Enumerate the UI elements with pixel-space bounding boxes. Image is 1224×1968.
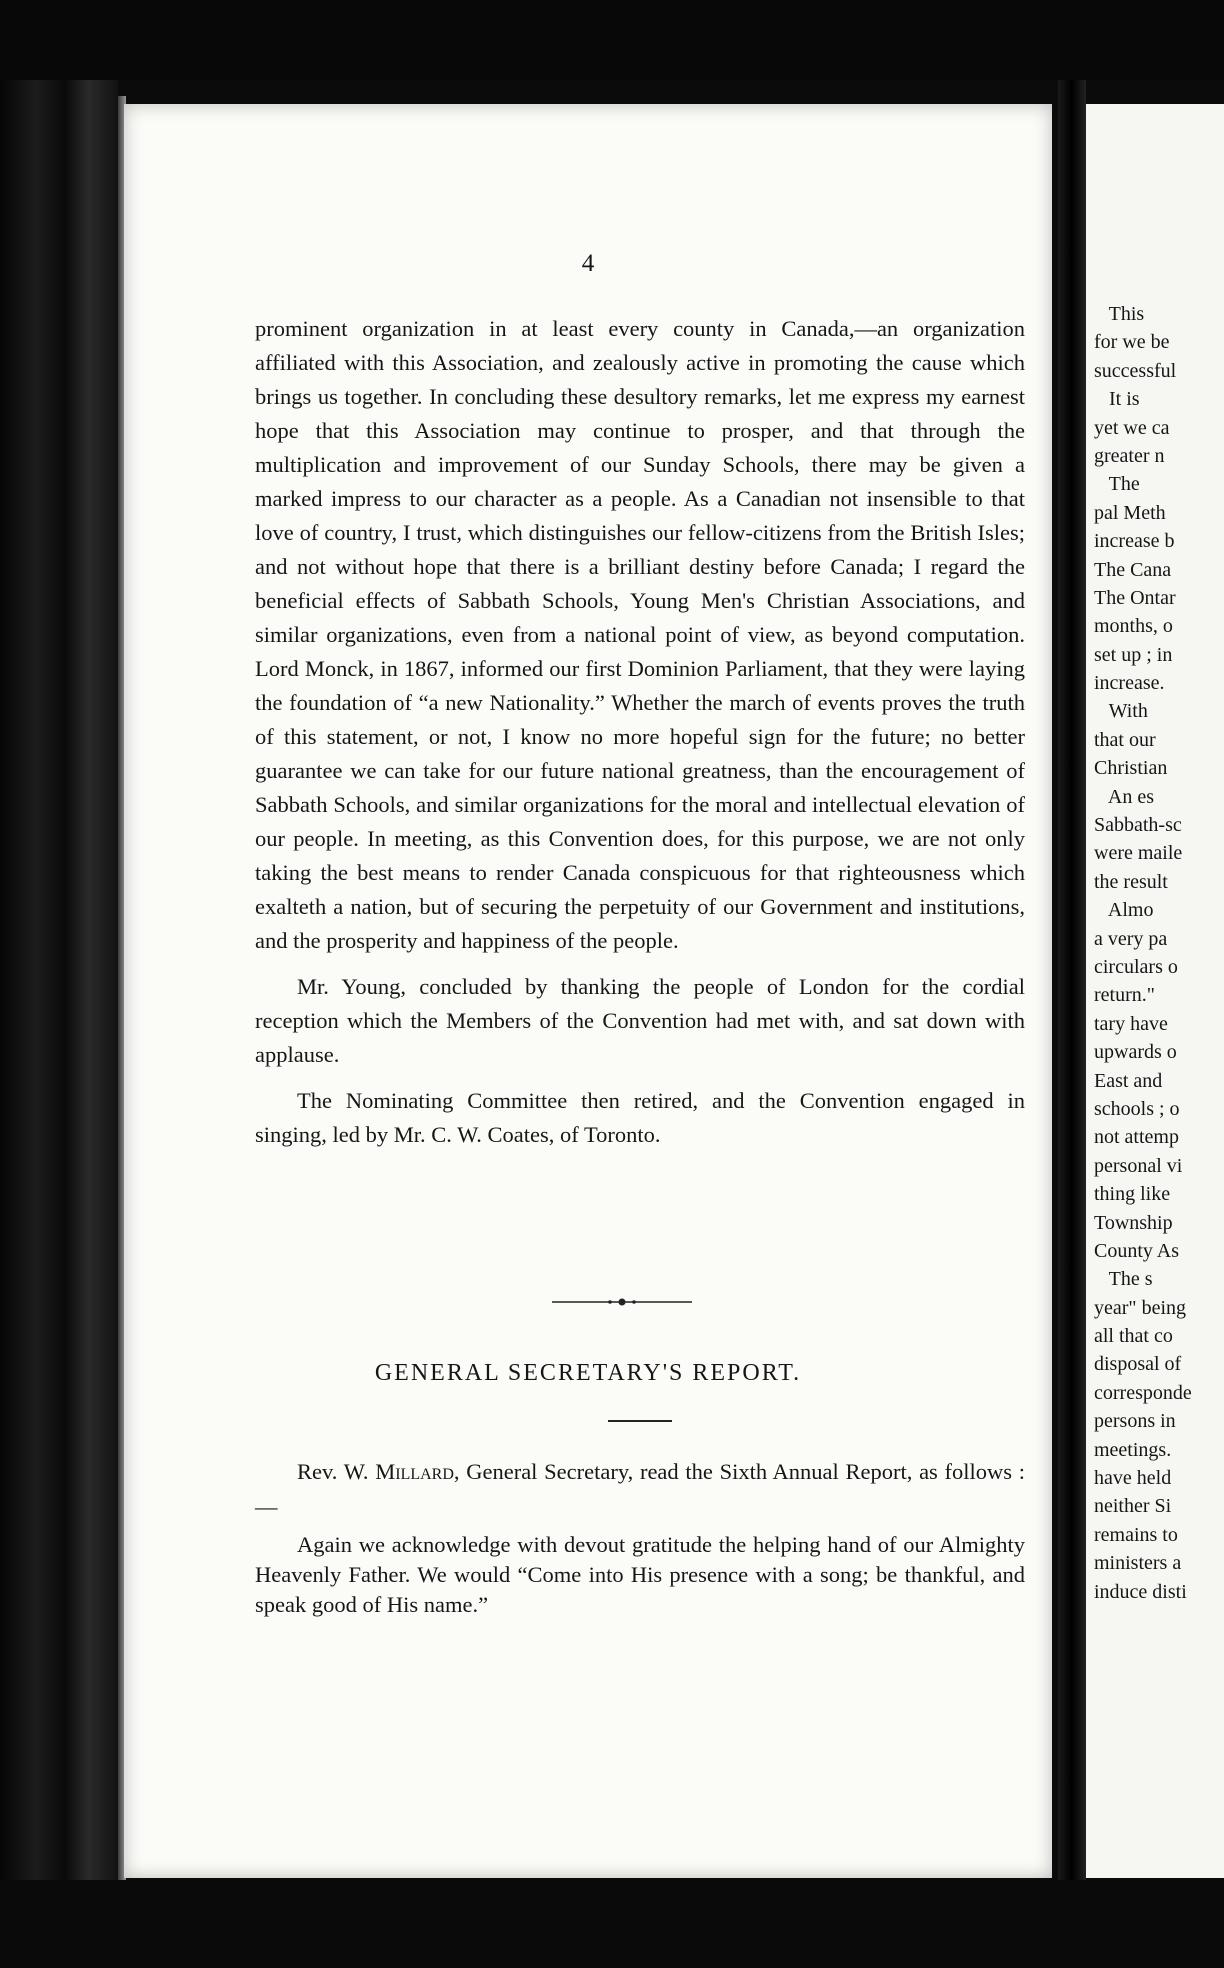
adjacent-page-line: greater n <box>1094 444 1165 467</box>
adjacent-page-line: This <box>1094 303 1145 325</box>
adjacent-page-line: have held <box>1094 1467 1177 1490</box>
book-page <box>124 104 1052 1878</box>
ornamental-divider <box>552 1297 692 1307</box>
book-gutter <box>1058 80 1086 1880</box>
adjacent-page-line: ministers a <box>1094 1552 1182 1575</box>
report-text <box>255 1454 1025 1620</box>
adjacent-page-line: The Ontar <box>1094 586 1176 609</box>
adjacent-page-line: circulars o <box>1094 955 1178 978</box>
adjacent-page-line: neither Si <box>1094 1495 1172 1518</box>
adjacent-page-line: disposal of <box>1094 1353 1182 1376</box>
adjacent-page-line: increase b <box>1094 530 1175 553</box>
body-text <box>255 312 1025 1152</box>
adjacent-page-line: The Cana <box>1094 558 1172 581</box>
book-spine <box>0 80 118 1968</box>
adjacent-page-line: year" being <box>1094 1296 1187 1319</box>
adjacent-page-line: An es <box>1094 785 1154 808</box>
adjacent-page-line: that our <box>1094 728 1161 751</box>
report-paragraph: Again we acknowledge with devout gratitude the helping hand of our Almighty Heavenly Father. We would “Come into His presence with a song; be thankful, and speak good of His name.” <box>255 1532 1025 1617</box>
adjacent-page-line: the result <box>1094 870 1168 893</box>
page-number: 4 <box>581 250 595 277</box>
adjacent-page-line: pal Meth <box>1094 501 1166 524</box>
paragraph-2: Mr. Young, concluded by thanking the people of London for the cordial reception which the Members of the Convention had met with, and sat down with applause. <box>255 974 1025 1067</box>
adjacent-page-line: meetings. <box>1094 1438 1172 1461</box>
adjacent-page-line: County As <box>1094 1239 1180 1262</box>
adjacent-page-line: increase. <box>1094 672 1165 695</box>
adjacent-page-line: The <box>1094 473 1140 496</box>
secretary-name: Millard, <box>375 1459 460 1484</box>
paragraph-3: The Nominating Committee then retired, and the Convention engaged in singing, led by Mr. C. W. Coates, of Toronto. <box>255 1088 1025 1147</box>
adjacent-page-line: for we be <box>1094 331 1170 354</box>
adjacent-page-line: Almo <box>1094 899 1154 922</box>
scan-bottom-border <box>0 1880 1224 1968</box>
report-intro-prefix: Rev. W. <box>297 1459 376 1484</box>
report-intro-suffix: General Secretary, read the Sixth Annual Report, as follows :— <box>255 1459 1025 1519</box>
adjacent-page-line: yet we ca <box>1094 416 1170 439</box>
adjacent-page-line: corresponde <box>1094 1381 1192 1404</box>
adjacent-page <box>1086 104 1224 1878</box>
adjacent-page-line: remains to <box>1094 1523 1183 1546</box>
adjacent-page-line: The s <box>1094 1268 1153 1291</box>
adjacent-page-line: tary have <box>1094 1012 1168 1035</box>
section-heading: GENERAL SECRETARY'S REPORT. <box>374 1360 802 1386</box>
adjacent-page-line: months, o <box>1094 615 1173 638</box>
adjacent-page-line: induce disti <box>1094 1580 1187 1603</box>
paragraph-1: prominent organization in at least every county in Canada,—an organization affiliated with this Association, and zealously active in promoting the cause which brings us together. In concluding these desultory remarks, let me express my earnest hope that this Association may continue to prosper, and that through the multiplication and improvement of our Sunday Schools, there may be given a marked impress to our character as a people. As a Canadian not insensible to that love of country, I trust, which distinguishes our fellow-citizens from the British Isles; and not without hope that there is a brilliant destiny before Canada; I regard the beneficial effects of Sabbath Schools, Young Men's Christian Associations, and similar organizations, even from a national point of view, as beyond computation. Lord Monck, in 1867, informed our first Dominion Parliament, that they were laying the foundation of “a new Nationality.” Whether the march of events proves the truth of this statement, or not, I know no more hopeful sign for the future; no better guarantee we can take for our future national greatness, than the encouragement of Sabbath Schools, and similar organizations for the moral and intellectual elevation of our people. In meeting, as this Convention does, for this purpose, we are not only taking the best means to render Canada conspicuous for that righteousness which exalteth a nation, but of securing the perpetuity of our Government and institutions, and the prosperity and happiness of the people. <box>255 316 1025 953</box>
heading-rule <box>608 1420 672 1422</box>
scan-top-border <box>0 0 1224 80</box>
adjacent-page-line: East and <box>1094 1069 1163 1092</box>
adjacent-page-line: not attemp <box>1094 1126 1179 1149</box>
adjacent-page-line: schools ; o <box>1094 1097 1180 1120</box>
adjacent-page-line: thing like <box>1094 1183 1176 1206</box>
adjacent-page-line: return." <box>1094 984 1155 1007</box>
adjacent-page-line: a very pa <box>1094 927 1168 950</box>
adjacent-page-line: successful <box>1094 359 1177 382</box>
adjacent-page-line: set up ; in <box>1094 643 1173 666</box>
adjacent-page-line: were maile <box>1094 842 1183 865</box>
adjacent-page-line: upwards o <box>1094 1041 1177 1064</box>
adjacent-page-lines <box>1094 300 1224 1606</box>
adjacent-page-line: Township <box>1094 1211 1178 1234</box>
adjacent-page-line: It is <box>1094 388 1140 411</box>
report-intro <box>255 1454 1025 1524</box>
adjacent-page-line: Sabbath-sc <box>1094 814 1182 837</box>
adjacent-page-line: persons in <box>1094 1410 1176 1433</box>
adjacent-page-line: Christian <box>1094 757 1173 780</box>
adjacent-page-line: With <box>1094 700 1148 723</box>
adjacent-page-line: personal vi <box>1094 1154 1183 1177</box>
adjacent-page-line: all that co <box>1094 1325 1173 1348</box>
